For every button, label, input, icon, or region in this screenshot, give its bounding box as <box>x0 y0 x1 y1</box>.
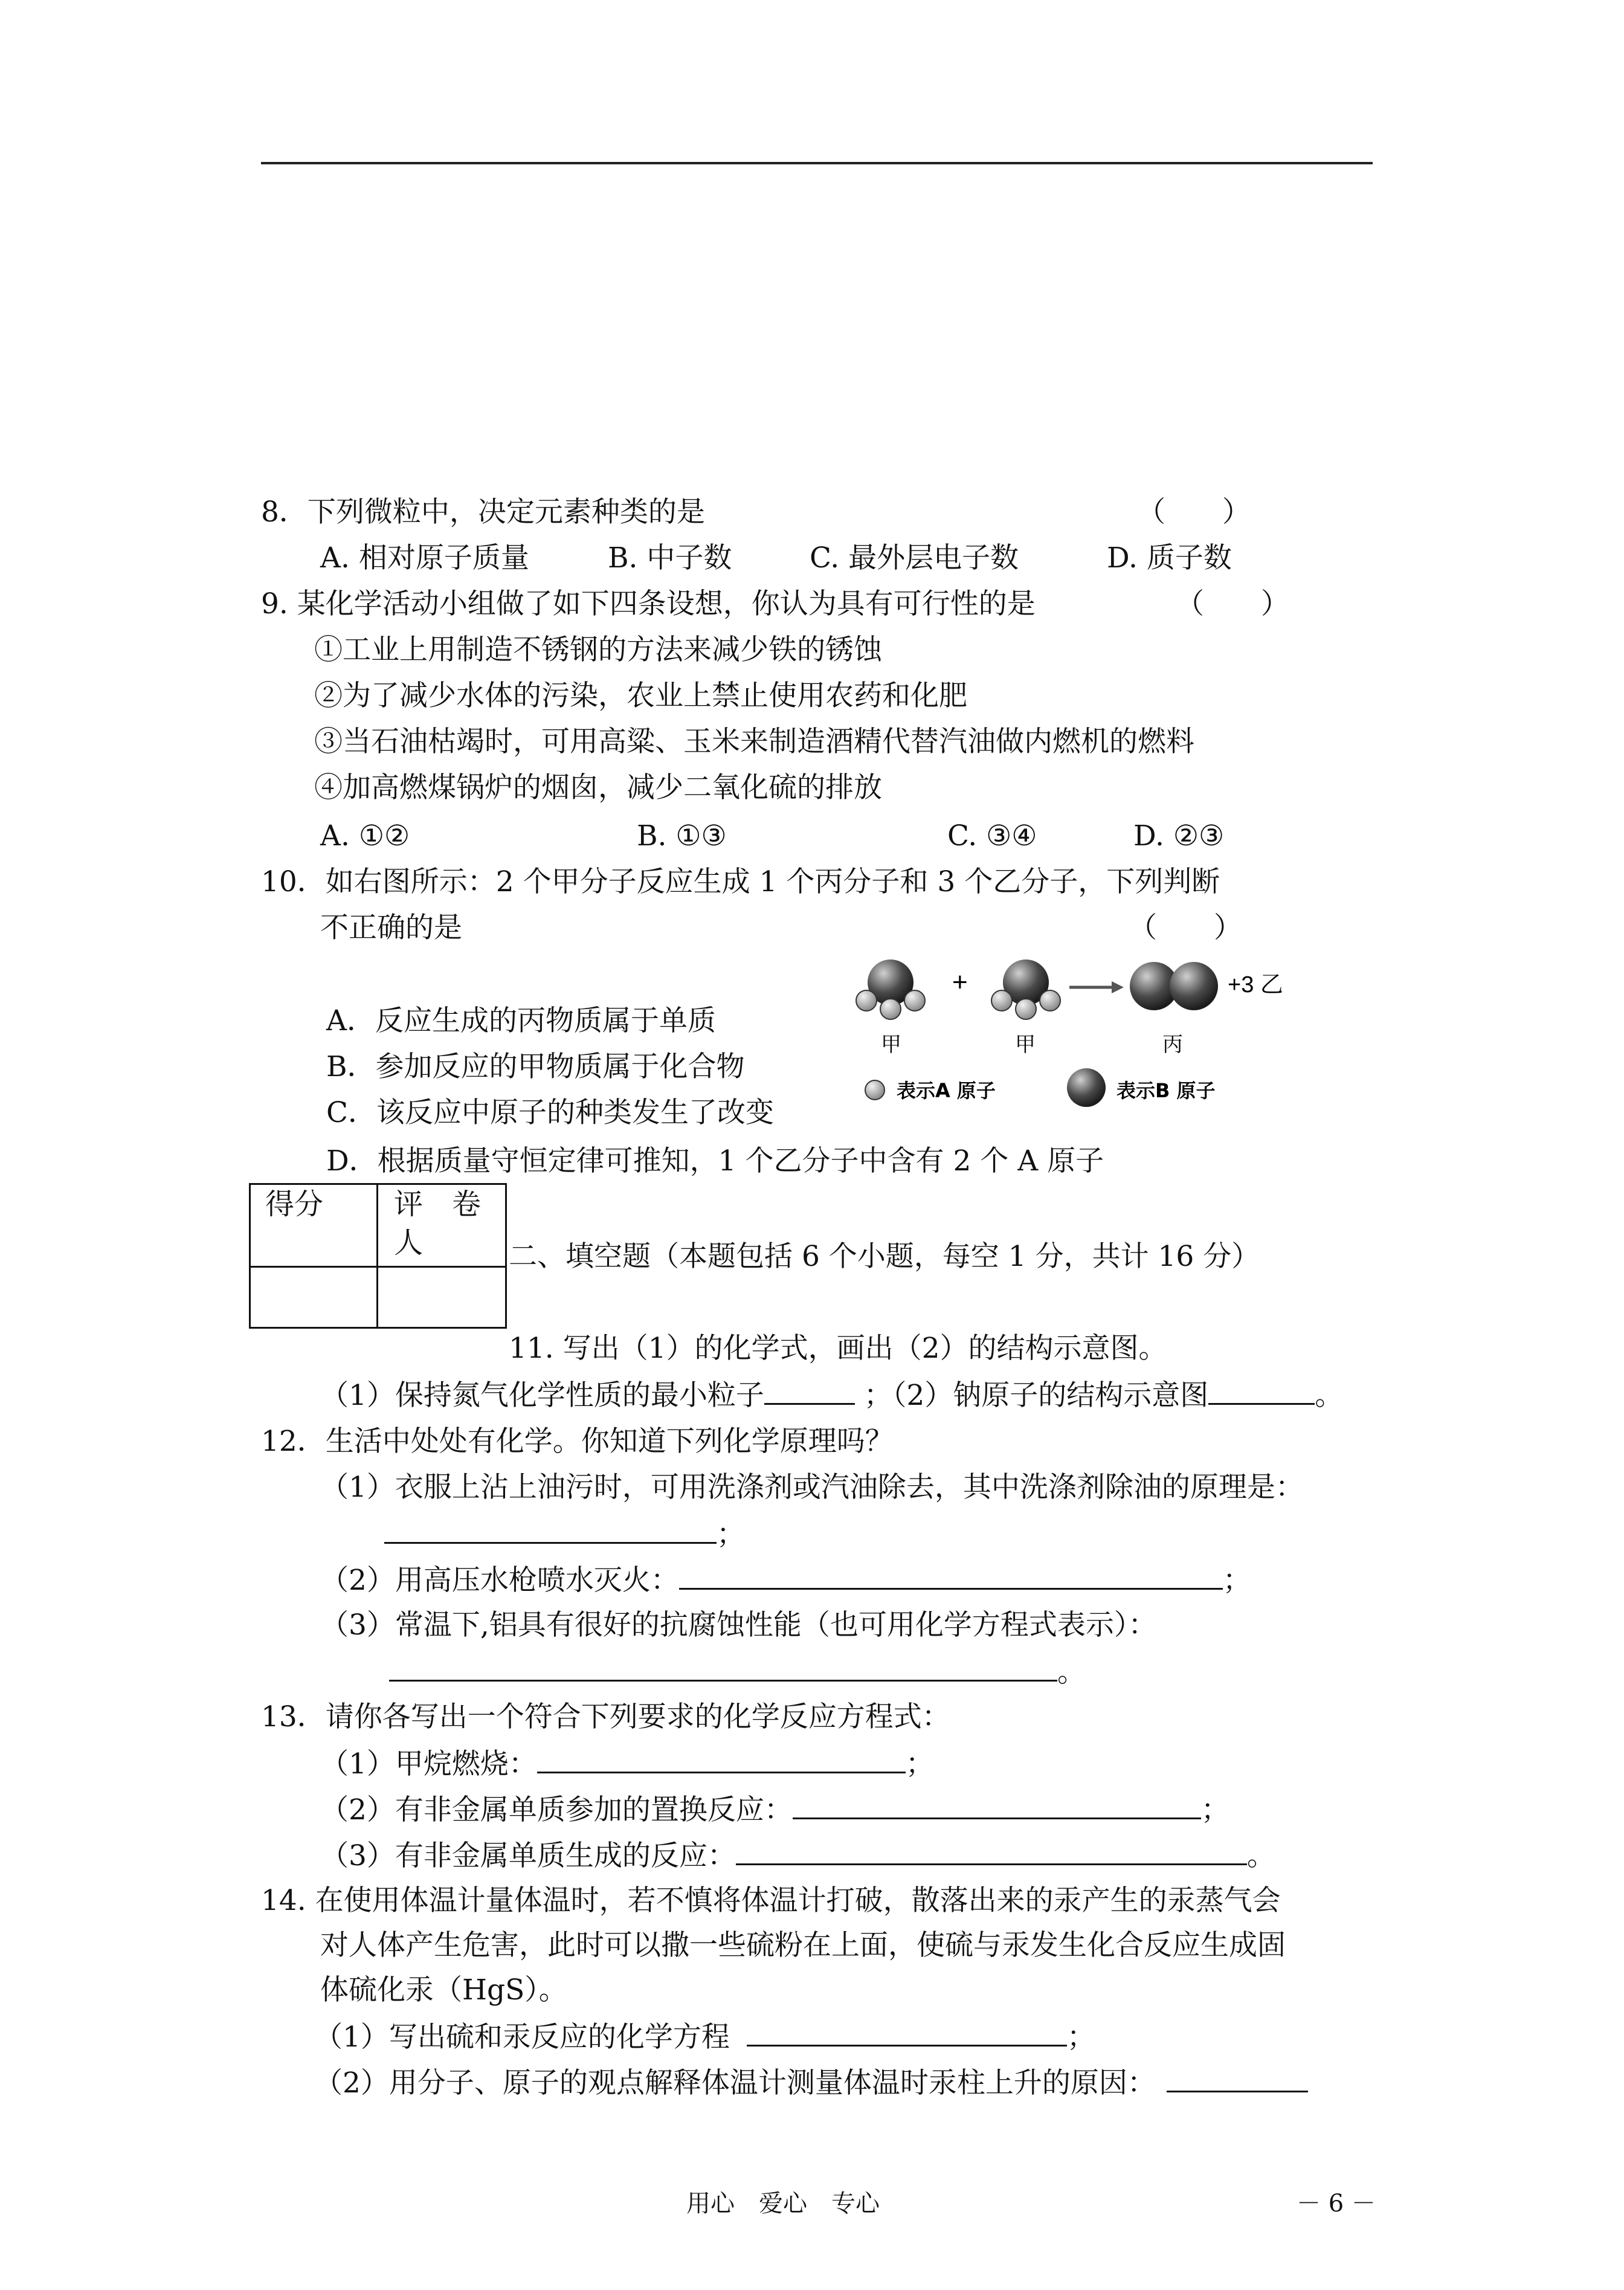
score-box <box>249 1183 507 1329</box>
q11-stem: 11. 写出（1）的化学式，画出（2）的结构示意图。 <box>509 1332 1167 1365</box>
q11-line: （1）保持氮气化学性质的最小粒子 ；（2）钠原子的结构示意图 。 <box>320 1376 1343 1414</box>
q12-part-1-answer: ； <box>384 1515 745 1553</box>
q9-stem: 9. 某化学活动小组做了如下四条设想，你认为具有可行性的是 <box>261 587 1036 621</box>
legend-atom-b-icon <box>1067 1068 1106 1107</box>
q12-part-3: （3）常温下,铝具有很好的抗腐蚀性能（也可用化学方程式表示）： <box>320 1608 1157 1642</box>
q13-part-2: （2）有非金属单质参加的置换反应： ； <box>320 1791 1229 1828</box>
q8-option-b: B. 中子数 <box>608 541 732 575</box>
q13-blank-3[interactable] <box>736 1837 1247 1865</box>
page-number: － 6 － <box>1297 2190 1376 2217</box>
q14-part-1: （1）写出硫和汞反应的化学方程 ； <box>314 2018 1095 2056</box>
section-2-title: 二、填空题（本题包括 6 个小题，每空 1 分，共计 16 分） <box>509 1240 1260 1273</box>
q12-part-1: （1）衣服上沾上油污时，可用洗涤剂或汽油除去，其中洗涤剂除油的原理是： <box>320 1471 1304 1504</box>
q10-answer-paren: （ ） <box>1129 911 1242 944</box>
q10-option-b: B．参加反应的甲物质属于化合物 <box>326 1050 745 1083</box>
header-rule <box>261 162 1373 164</box>
label-jia-1: 甲 <box>881 1033 901 1057</box>
q10-stem-line2: 不正确的是 <box>320 911 462 944</box>
q13-part-3: （3）有非金属单质生成的反应： 。 <box>320 1837 1275 1874</box>
label-bing: 丙 <box>1162 1033 1183 1057</box>
reaction-diagram <box>851 949 1310 1124</box>
q10-option-d: D．根据质量守恒定律可推知，1 个乙分子中含有 2 个 A 原子 <box>326 1144 1104 1178</box>
q13-blank-2[interactable] <box>793 1791 1201 1819</box>
q12-stem: 12．生活中处处有化学。你知道下列化学原理吗？ <box>261 1425 894 1458</box>
q9-option-b: B. ①③ <box>637 819 727 853</box>
q9-item-2: ②为了减少水体的污染，农业上禁止使用农药和化肥 <box>314 679 967 712</box>
q14-line-1: 14. 在使用体温计量体温时，若不慎将体温计打破，散落出来的汞产生的汞蒸气会 <box>261 1884 1281 1917</box>
molecule-bing <box>1130 962 1218 1010</box>
q8-option-a: A. 相对原子质量 <box>320 541 529 575</box>
q8-answer-paren: （ ） <box>1137 495 1251 529</box>
q14-line-3: 体硫化汞（HgS）。 <box>320 1973 567 2007</box>
q9-option-d: D. ②③ <box>1133 819 1225 853</box>
q9-item-1: ①工业上用制造不锈钢的方法来减少铁的锈蚀 <box>314 633 882 666</box>
q14-blank-2[interactable] <box>1167 2064 1308 2092</box>
q11-blank-2[interactable] <box>1208 1376 1315 1405</box>
q13-part-1: （1）甲烷燃烧： ； <box>320 1745 934 1782</box>
q9-answer-paren: （ ） <box>1176 587 1289 621</box>
product-extra: +3 乙 <box>1228 972 1283 998</box>
q8-option-d: D. 质子数 <box>1107 541 1232 575</box>
q13-blank-1[interactable] <box>537 1745 906 1773</box>
reaction-arrow <box>1069 981 1124 993</box>
q10-option-c: C．该反应中原子的种类发生了改变 <box>326 1096 774 1129</box>
score-header: 得分 <box>250 1184 378 1267</box>
q8-stem: 8．下列微粒中，决定元素种类的是 <box>261 495 705 529</box>
q12-blank-3[interactable] <box>389 1653 1057 1682</box>
q9-option-a: A. ①② <box>320 819 410 853</box>
q12-part-3-answer: 。 <box>389 1653 1086 1691</box>
q9-option-c: C. ③④ <box>947 819 1037 853</box>
molecule-jia-2 <box>991 960 1060 1019</box>
q9-item-3: ③当石油枯竭时，可用高粱、玉米来制造酒精代替汽油做内燃机的燃料 <box>314 725 1194 758</box>
molecule-jia-1 <box>856 960 925 1019</box>
footer-motto: 用心 爱心 专心 <box>686 2190 880 2217</box>
plus-sign: + <box>952 967 968 997</box>
label-jia-2: 甲 <box>1015 1033 1036 1057</box>
q14-part-2: （2）用分子、原子的观点解释体温计测量体温时汞柱上升的原因： <box>314 2064 1308 2101</box>
score-cell[interactable] <box>250 1267 378 1328</box>
q8-option-c: C. 最外层电子数 <box>810 541 1019 575</box>
q10-option-a: A．反应生成的丙物质属于单质 <box>326 1004 716 1037</box>
q13-stem: 13．请你各写出一个符合下列要求的化学反应方程式： <box>261 1700 950 1734</box>
legend-atom-a-label: 表示A 原子 <box>897 1079 996 1102</box>
q12-blank-2[interactable] <box>679 1561 1223 1590</box>
q14-blank-1[interactable] <box>747 2018 1067 2046</box>
q14-line-2: 对人体产生危害，此时可以撒一些硫粉在上面，使硫与汞发生化合反应生成固 <box>320 1929 1286 1962</box>
q9-item-4: ④加高燃煤锅炉的烟囱，减少二氧化硫的排放 <box>314 771 882 804</box>
legend-atom-a-icon <box>865 1080 884 1100</box>
q11-blank-1[interactable] <box>764 1376 855 1405</box>
q12-part-2: （2）用高压水枪喷水灭火： ； <box>320 1561 1251 1599</box>
q12-blank-1[interactable] <box>384 1515 717 1544</box>
legend-atom-b-label: 表示B 原子 <box>1116 1079 1216 1102</box>
grader-cell[interactable] <box>378 1267 506 1328</box>
q10-stem-line1: 10．如右图所示：2 个甲分子反应生成 1 个丙分子和 3 个乙分子，下列判断 <box>261 865 1220 898</box>
grader-header: 评 卷 人 <box>378 1184 506 1267</box>
